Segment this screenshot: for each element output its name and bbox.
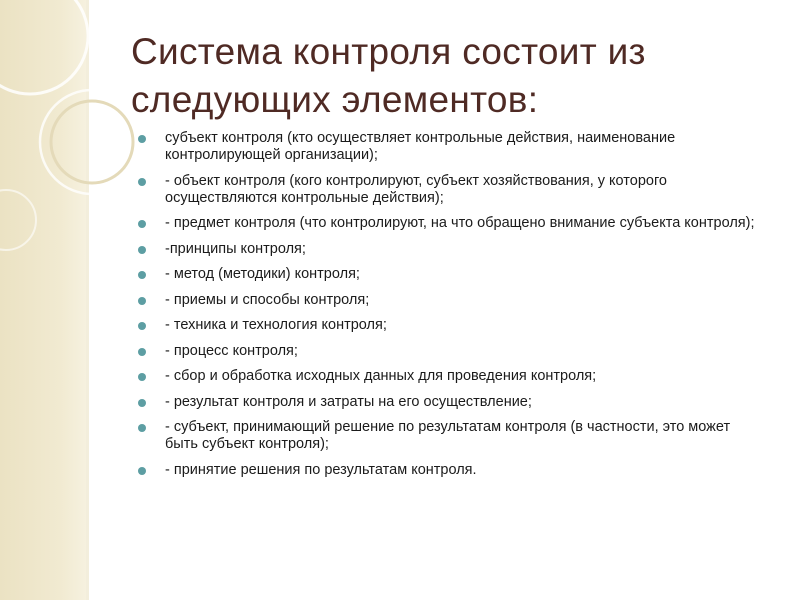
bullet-text: - сбор и обработка исходных данных для проведения контроля; <box>165 368 597 384</box>
bullet-text: - принятие решения по результатам контроля. <box>165 461 477 478</box>
bullet-text: - техника и технология контроля; <box>165 317 387 333</box>
bullet-list <box>137 130 757 487</box>
bullet-text: субъект контроля (кто осуществляет контрольные действия, наименование контролирующей организации); <box>165 130 676 163</box>
bullet-item <box>137 241 757 258</box>
bullet-dot-icon <box>138 246 146 254</box>
bullet-text: - результат контроля и затраты на его осуществление; <box>165 393 532 410</box>
bullet-dot-icon <box>138 348 146 356</box>
bullet-item <box>137 462 757 479</box>
bullet-dot-icon <box>138 467 146 475</box>
decorative-circles-icon <box>0 0 140 260</box>
bullet-text: - субъект, принимающий решение по результатам контроля (в частности, это может быть субъект контроля); <box>165 419 731 452</box>
bullet-text: - объект контроля (кого контролируют, субъект хозяйствования, у которого осуществляются контрольные действия); <box>165 172 667 206</box>
slide-title: Система контроля состоит из следующих элементов: <box>131 31 646 120</box>
bullet-dot-icon <box>138 297 146 305</box>
bullet-dot-icon <box>138 373 146 381</box>
bullet-dot-icon <box>138 322 146 330</box>
bullet-text: -принципы контроля; <box>165 240 306 257</box>
bullet-item <box>137 317 757 334</box>
bullet-item <box>137 130 757 164</box>
bullet-item <box>137 419 757 453</box>
bullet-item <box>137 343 757 360</box>
bullet-text: - процесс контроля; <box>165 342 298 359</box>
bullet-item <box>137 215 757 232</box>
bullet-item <box>137 173 757 207</box>
bullet-dot-icon <box>138 271 146 279</box>
bullet-item <box>137 394 757 411</box>
bullet-item <box>137 266 757 283</box>
bullet-item <box>137 368 757 385</box>
bullet-text: - приемы и способы контроля; <box>165 291 370 308</box>
bullet-dot-icon <box>138 135 146 143</box>
bullet-dot-icon <box>138 399 146 407</box>
bullet-dot-icon <box>138 220 146 228</box>
bullet-item <box>137 292 757 309</box>
bullet-dot-icon <box>138 424 146 432</box>
bullet-text: - предмет контроля (что контролируют, на что обращено внимание субъекта контроля); <box>165 215 755 231</box>
bullet-dot-icon <box>138 178 146 186</box>
bullet-text: - метод (методики) контроля; <box>165 266 360 282</box>
